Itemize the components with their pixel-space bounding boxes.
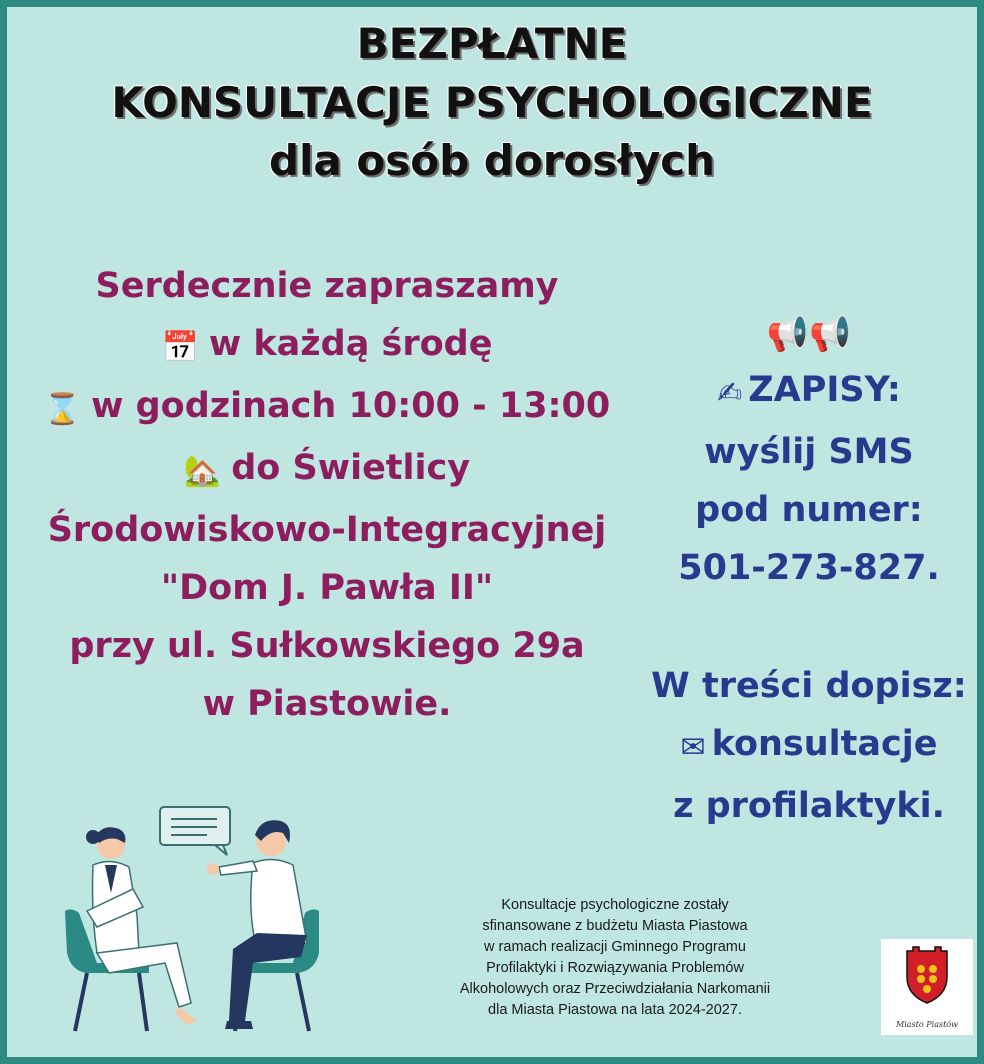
footnote-line: sfinansowane z budżetu Miasta Piastowa: [482, 918, 748, 934]
signup-note: [639, 715, 979, 777]
heading-line-adults: dla osób dorosłych: [268, 136, 716, 185]
hourglass-icon: ⌛: [43, 392, 82, 427]
heading-line-consultations: KONSULTACJE PSYCHOLOGICZNE: [111, 78, 873, 127]
funding-footnote: [415, 895, 815, 1021]
footnote-line: Alkoholowych oraz Przeciwdziałania Narkomanii: [459, 981, 771, 997]
heading-line-free: BEZPŁATNE: [356, 19, 628, 68]
signup-title: ZAPISY:: [748, 370, 901, 410]
invitation-line: [27, 439, 627, 501]
speech-bubble-icon: [160, 807, 230, 855]
signup-title-line: [639, 361, 979, 423]
writing-hand-icon: ✍: [717, 376, 743, 411]
city-coat-of-arms-icon: [881, 939, 973, 1009]
logo-caption: Miasto Piastów: [896, 1020, 958, 1029]
invitation-line: Serdecznie zapraszamy: [95, 266, 559, 306]
signup-line: pod numer:: [695, 490, 923, 530]
signup-block: [639, 307, 979, 835]
signup-phone: 501-273-827.: [678, 548, 940, 588]
consultation-illustration: [57, 803, 347, 1043]
footnote-line: Konsultacje psychologiczne zostały: [501, 897, 729, 913]
signup-keyword: konsultacje: [711, 724, 938, 764]
house-icon: 🏡: [183, 454, 222, 489]
signup-note: z profilaktyki.: [673, 786, 945, 826]
invitation-line: w Piastowie.: [202, 684, 452, 724]
footnote-line: Profilaktyki i Rozwiązywania Problemów: [486, 960, 744, 976]
invitation-block: [27, 257, 627, 733]
invitation-line: "Dom J. Pawła II": [160, 568, 494, 608]
megaphone-icon: 📢📢: [766, 314, 852, 354]
invitation-day: w każdą środę: [208, 324, 493, 364]
city-logo: [881, 939, 973, 1035]
footnote-line: dla Miasta Piastowa na lata 2024-2027.: [488, 1002, 742, 1018]
invitation-line: [27, 377, 627, 439]
invitation-line: Środowiskowo-Integracyjnej: [47, 510, 607, 550]
invitation-line: przy ul. Sułkowskiego 29a: [69, 626, 585, 666]
poster-heading: [7, 15, 977, 189]
footnote-line: w ramach realizacji Gminnego Programu: [484, 939, 746, 955]
invitation-hours: w godzinach 10:00 - 13:00: [91, 386, 611, 426]
signup-note: W treści dopisz:: [651, 666, 967, 706]
calendar-icon: 📅: [161, 330, 199, 365]
invitation-place: do Świetlicy: [231, 448, 471, 488]
envelope-icon: ✉: [680, 730, 706, 765]
invitation-line: [27, 315, 627, 377]
signup-line: wyślij SMS: [704, 432, 914, 472]
